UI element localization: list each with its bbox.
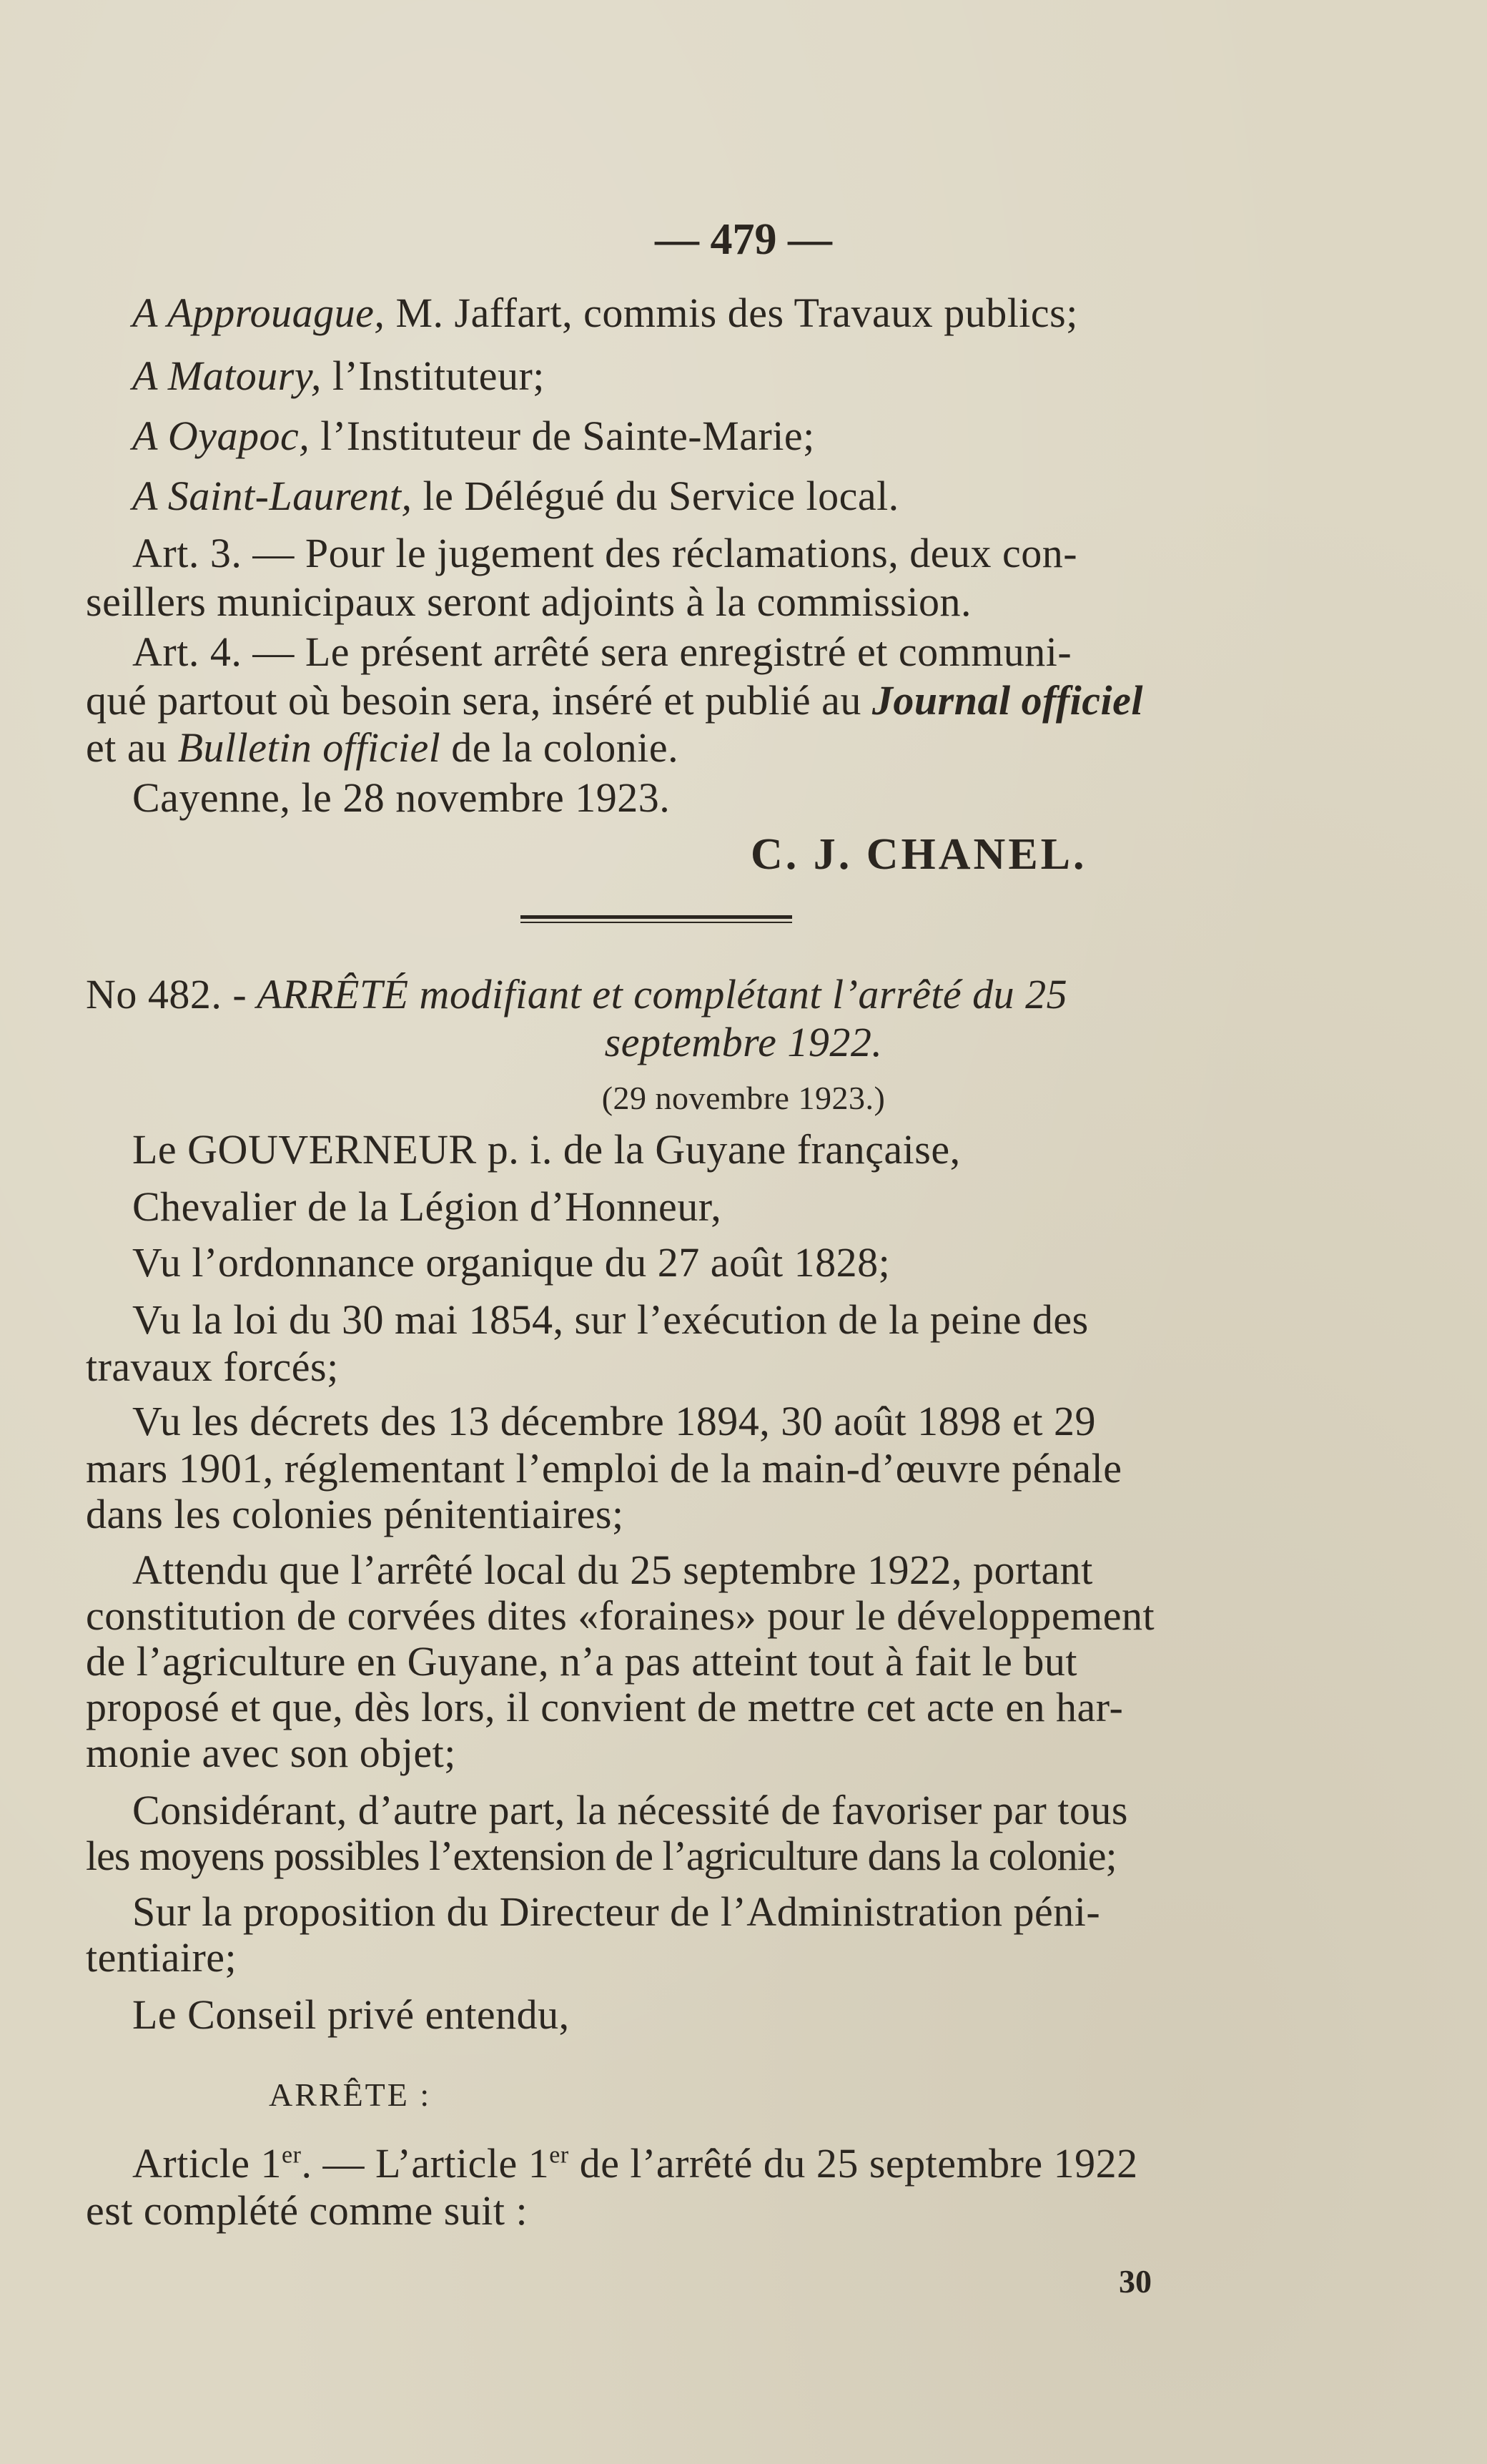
decree-title-line-1: - ARRÊTÉ modifiant et complétant l’arrêté du 25 [232,971,1068,1017]
attendu-line-5: monie avec son objet; [86,1730,456,1776]
decree-heading-line-1 [86,969,1067,1020]
article-1-sup: er [282,2142,302,2169]
vu-decrets-line-2: mars 1901, réglementant l’emploi de la main-d’œuvre pénale [86,1445,1122,1492]
decree-number: No 482. [86,971,222,1017]
article-4-line-2-text: qué partout où besoin sera, inséré et publié au [86,677,872,724]
chevalier-line: Chevalier de la Légion d’Honneur, [132,1183,722,1230]
decree-date: (29 novembre 1923.) [601,1080,886,1116]
article-3-line-2: seillers municipaux seront adjoints à la commission. [86,578,972,625]
journal-officiel: Journal officiel [871,677,1143,724]
commission-line-approuague [132,287,1078,339]
commission-line-matoury [132,350,545,402]
vu-decrets-line-3: dans les colonies pénitentiaires; [86,1491,624,1537]
sheet-number: 30 [1119,2263,1152,2300]
bulletin-officiel: Bulletin officiel [177,724,441,771]
arrete-heading: ARRÊTE : [269,2076,432,2113]
vu-decrets-line-1: Vu les décrets des 13 décembre 1894, 30 août 1898 et 29 [132,1398,1096,1444]
member-approuague: M. Jaffart, commis des Travaux publics; [385,290,1078,336]
member-oyapoc: l’Instituteur de Sainte-Marie; [310,413,815,459]
vu-ordonnance: Vu l’ordonnance organique du 27 août 1828; [132,1239,891,1286]
article-3-line-1: Art. 3. — Pour le jugement des réclamations, deux con- [132,530,1078,576]
sur-proposition-line-1: Sur la proposition du Directeur de l’Administration péni- [132,1888,1101,1935]
place-matoury: A Matoury, [132,353,322,399]
attendu-line-2: constitution de corvées dites «foraines» pour le développement [86,1592,1155,1639]
considerant-line-2: les moyens possibles l’extension de l’agriculture dans la colonie; [86,1833,1117,1879]
article-1-text-b: de l’arrêté du 25 septembre 1922 [568,2140,1138,2187]
article-1-line-2: est complété comme suit : [86,2187,528,2234]
conseil-prive-line: Le Conseil privé entendu, [132,1991,570,2038]
article-1-label: Article 1 [132,2140,282,2187]
commission-line-saint-laurent [132,470,899,522]
place-oyapoc: A Oyapoc, [132,413,310,459]
commission-line-oyapoc [132,410,815,462]
place-saint-laurent: A Saint-Laurent, [132,473,412,519]
attendu-line-3: de l’agriculture en Guyane, n’a pas atteint tout à fait le but [86,1638,1078,1685]
vu-loi-line-1: Vu la loi du 30 mai 1854, sur l’exécution de la peine des [132,1296,1089,1343]
vu-loi-line-2: travaux forcés; [86,1344,339,1390]
member-saint-laurent: le Délégué du Service local. [412,473,899,519]
sur-proposition-line-2: tentiaire; [86,1934,237,1981]
date-place: Cayenne, le 28 novembre 1923. [132,774,671,821]
page-number: — 479 — [655,215,832,264]
attendu-line-4: proposé et que, dès lors, il convient de mettre cet acte en har- [86,1684,1124,1730]
signature: C. J. CHANEL. [751,830,1087,879]
article-4-line-1: Art. 4. — Le présent arrêté sera enregistré et communi- [132,629,1072,675]
article-1-text-a: . — L’article 1 [301,2140,550,2187]
considerant-line-1: Considérant, d’autre part, la nécessité de favoriser par tous [132,1787,1128,1833]
attendu-line-1: Attendu que l’arrêté local du 25 septembre 1922, portant [132,1547,1093,1593]
article-4-line-3-start: et au [86,724,178,771]
member-matoury: l’Instituteur; [321,353,545,399]
article-1-sup-2: er [549,2142,569,2169]
article-1-line-1 [132,2138,1138,2189]
governor-line: Le GOUVERNEUR p. i. de la Guyane française, [132,1126,961,1173]
place-approuague: A Approuague, [132,290,385,336]
article-4-line-3-end: de la colonie. [440,724,679,771]
article-4-line-3 [86,722,678,774]
section-divider [520,915,792,923]
decree-title-line-2: septembre 1922. [604,1019,883,1065]
article-4-line-2 [86,675,1143,726]
